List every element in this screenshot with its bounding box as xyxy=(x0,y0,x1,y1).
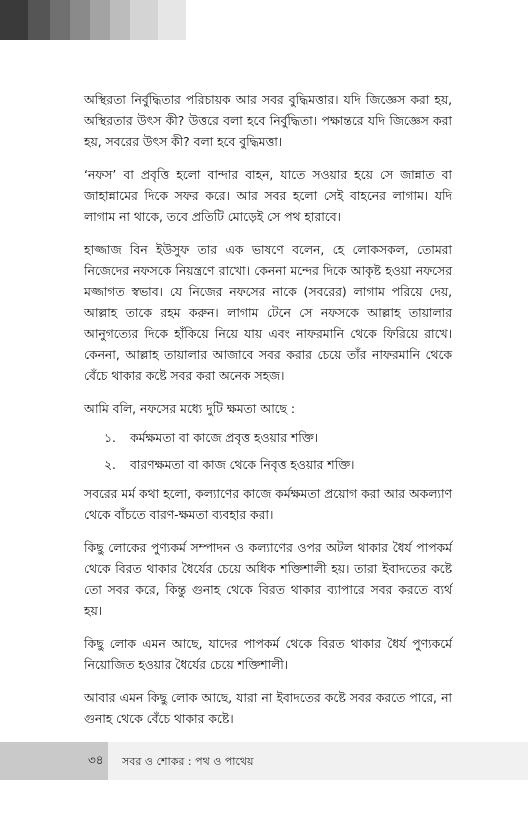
header-stripe xyxy=(130,0,158,40)
paragraph: ‘নফস’ বা প্রবৃত্তি হলো বান্দার বাহন, যাতে সওয়ার হয়ে সে জান্নাত বা জাহান্নামের দিকে সফর করে। আর সবর হলো সেই বাহনের লাগাম। যদি লাগাম না থাকে, তবে প্রতিটি মোড়েই সে পথ হারাবে। xyxy=(84,168,452,224)
list-item-text: বারণক্ষমতা বা কাজ থেকে নিবৃত্ত হওয়ার শক্তি। xyxy=(130,458,355,472)
paragraph: কিছু লোক এমন আছে, যাদের পাপকর্ম থেকে বিরত থাকার ধৈর্য পুণ্যকর্মে নিয়োজিত হওয়ার ধৈর্যের চেয়ে শক্তিশালী। xyxy=(84,637,452,672)
header-stripe xyxy=(28,0,50,40)
book-title: সবর ও শোকর : পথ ও পাথেয় xyxy=(122,755,254,768)
header-stripe xyxy=(110,0,130,40)
page-footer xyxy=(0,742,528,780)
running-footer xyxy=(108,742,528,780)
page-number: ৩৪ xyxy=(88,753,104,767)
header-decoration xyxy=(0,0,186,40)
header-stripe xyxy=(70,0,90,40)
header-stripe xyxy=(0,0,28,40)
paragraph: আবার এমন কিছু লোক আছে, যারা না ইবাদতের কষ্টে সবর করতে পারে, না গুনাহ থেকে বেঁচে থাকার কষ্টে। xyxy=(84,691,452,726)
header-stripe xyxy=(50,0,70,40)
page-number-box xyxy=(0,742,108,780)
paragraph: কিছু লোকের পুণ্যকর্ম সম্পাদন ও কল্যাণের ওপর অটল থাকার ধৈর্য পাপকর্ম থেকে বিরত থাকার ধৈর্যের চেয়ে অধিক শক্তিশালী হয়। তারা ইবাদতের কষ্টে তো সবর করে, কিন্তু গুনাহ থেকে বিরত থাকার ব্যাপারে সবর করতে ব্যর্থ হয়। xyxy=(84,541,452,618)
list-item-number: ১. xyxy=(104,431,116,445)
numbered-list xyxy=(84,428,452,476)
header-stripe xyxy=(158,0,186,40)
paragraph: হাজ্জাজ বিন ইউসুফ তার এক ভাষণে বলেন, হে লোকসকল, তোমরা নিজেদের নফসকে নিয়ন্ত্রণে রাখো। কেননা মন্দের দিকে আকৃষ্ট হওয়া নফসের মজ্জাগত স্বভাব। যে নিজের নফসের নাকে (সবরের) লাগাম পরিয়ে দেয়, আল্লাহ তাকে রহম করুন। লাগাম টেনে সে নফসকে আল্লাহ তায়ালার আনুগত্যের দিকে হাঁকিয়ে নিয়ে যায় এবং নাফরমানি থেকে ফিরিয়ে রাখে। কেননা, আল্লাহ তায়ালার আজাবে সবর করার চেয়ে তাঁর নাফরমানি থেকে বেঁচে থাকার কষ্টে সবর করা অনেক সহজ। xyxy=(84,243,452,383)
page-body xyxy=(84,90,452,742)
list-item xyxy=(84,428,452,449)
list-item-text: কর্মক্ষমতা বা কাজে প্রবৃত্ত হওয়ার শক্তি। xyxy=(130,431,319,445)
paragraph: সবরের মর্ম কথা হলো, কল্যাণের কাজে কর্মক্ষমতা প্রয়োগ করা আর অকল্যাণ থেকে বাঁচতে বারণ-ক্ষমতা ব্যবহার করা। xyxy=(84,487,452,522)
paragraph: অস্থিরতা নির্বুদ্ধিতার পরিচায়ক আর সবর বুদ্ধিমত্তার। যদি জিজ্ঞেস করা হয়, অস্থিরতার উৎস কী? উত্তরে বলা হবে নির্বুদ্ধিতা। পক্ষান্তরে যদি জিজ্ঞেস করা হয়, সবরের উৎস কী? বলা হবে বুদ্ধিমত্তা। xyxy=(84,93,452,149)
list-item xyxy=(84,455,452,476)
paragraph: আমি বলি, নফসের মধ্যে দুটি ক্ষমতা আছে : xyxy=(84,402,296,416)
list-item-number: ২. xyxy=(104,458,116,472)
header-stripe xyxy=(90,0,110,40)
